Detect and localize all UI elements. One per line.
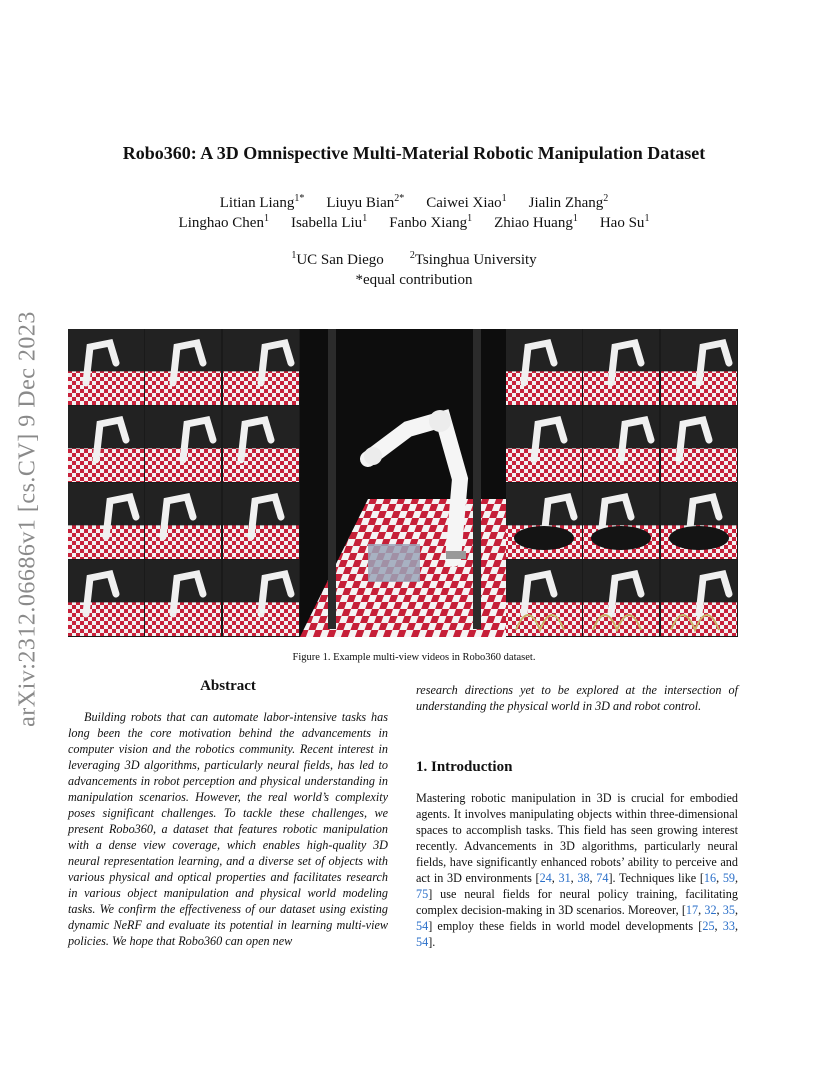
view-thumbnail xyxy=(506,406,582,482)
author: Litian Liang$^{1*}$ xyxy=(219,193,305,211)
view-thumbnail xyxy=(145,560,221,636)
view-thumbnail xyxy=(506,560,582,636)
citation-link[interactable]: 32 xyxy=(704,903,717,917)
figure-image xyxy=(68,329,738,637)
view-thumbnail xyxy=(223,483,299,559)
citation-link[interactable]: 16 xyxy=(703,871,717,885)
author: Caiwei Xiao$^1$ xyxy=(426,193,507,211)
figure-multiview-mosaic xyxy=(68,329,738,637)
center-view xyxy=(300,329,506,637)
citation-link[interactable]: 38 xyxy=(577,871,590,885)
view-thumbnail xyxy=(661,329,737,405)
citation-link[interactable]: 24 xyxy=(539,871,552,885)
view-thumbnail xyxy=(223,560,299,636)
view-thumbnail xyxy=(583,329,659,405)
author: Jialin Zhang$^2$ xyxy=(528,193,609,211)
author-list xyxy=(0,193,828,233)
view-thumbnail xyxy=(583,406,659,482)
author: Liuyu Bian$^{2*}$ xyxy=(326,193,405,211)
view-thumbnail xyxy=(68,560,144,636)
affiliations xyxy=(0,250,828,290)
view-thumbnail xyxy=(583,483,659,559)
citation-link[interactable]: 54 xyxy=(416,935,429,949)
view-thumbnail xyxy=(223,329,299,405)
affiliation: $^1$UC San Diego xyxy=(291,250,384,268)
citation-link[interactable]: 74 xyxy=(596,871,609,885)
citation-link[interactable]: 35 xyxy=(722,903,735,917)
introduction-body: Mastering robotic manipulation in 3D is crucial for embodied agents. It involves manipulating objects within three-dimensional spaces to accomplish tasks. This field has seen growing interest recently. Advancements in 3D algorithms, particularly neural fields, have significantly enhanced robots’ ability to perceive and act in 3D environments [24, 31, 38, 74]. Techniques like [16, 59, 75] use neural fields for neural policy training, facilitating complex decision-making in 3D scenarios. Moreover, [17, 32, 35, 54] employ these fields in world model developments [25, 33, 54]. xyxy=(416,791,739,949)
arxiv-id: arXiv:2312.06686v1 [cs.CV] 9 Dec 2023 xyxy=(14,311,41,727)
author-row-1 xyxy=(0,193,828,213)
view-thumbnail xyxy=(145,483,221,559)
arxiv-watermark xyxy=(8,287,48,751)
citation-link[interactable]: 59 xyxy=(722,871,735,885)
view-thumbnail xyxy=(506,483,582,559)
citation-link[interactable]: 75 xyxy=(416,887,429,901)
view-thumbnail xyxy=(68,406,144,482)
affiliation: $^2$Tsinghua University xyxy=(409,250,537,268)
view-thumbnail xyxy=(661,483,737,559)
view-thumbnail xyxy=(506,329,582,405)
abstract-body: Building robots that can automate labor-intensive tasks has long been the core motivation behind the advancements in computer vision and the robotics community. Recent interest in leveraging 3D algorithms, particularly neural fields, has led to advancements in robot perception and physical understanding in manipulation scenarios. However, the real world’s complexity poses significant challenges. To tackle these challenges, we present Robo360, a dataset that features robotic manipulation with a dense view coverage, which enables high-quality 3D neural representation learning, and a diverse set of objects with various physical and optical properties and facilitates research in various object manipulation and physical world modeling tasks. We confirm the effectiveness of our dataset using existing dynamic NeRF and evaluate its potential in learning multi-view policies. We hope that Robo360 can open new xyxy=(68,710,388,948)
citation-link[interactable]: 25 xyxy=(702,919,715,933)
author: Hao Su$^1$ xyxy=(599,213,650,231)
equal-contribution-note: *equal contribution xyxy=(355,272,473,288)
view-thumbnail xyxy=(145,329,221,405)
section-heading-introduction: 1. Introduction xyxy=(416,759,513,775)
view-thumbnail xyxy=(223,406,299,482)
citation-link[interactable]: 33 xyxy=(722,919,735,933)
author: Zhiao Huang$^1$ xyxy=(494,213,578,231)
view-thumbnail xyxy=(68,329,144,405)
author: Fanbo Xiang$^1$ xyxy=(389,213,473,231)
author: Isabella Liu$^1$ xyxy=(290,213,368,231)
citation-link[interactable]: 54 xyxy=(416,919,429,933)
view-thumbnail xyxy=(661,406,737,482)
author: Linghao Chen$^1$ xyxy=(178,213,269,231)
author-row-2 xyxy=(0,213,828,233)
citation-link[interactable]: 17 xyxy=(685,903,699,917)
abstract-heading: Abstract xyxy=(200,678,256,694)
view-thumbnail xyxy=(68,483,144,559)
view-thumbnail xyxy=(583,560,659,636)
citation-link[interactable]: 31 xyxy=(558,871,571,885)
figure-caption: Figure 1. Example multi-view videos in Robo360 dataset. xyxy=(292,652,536,663)
view-thumbnail xyxy=(661,560,737,636)
paper-title: Robo360: A 3D Omnispective Multi-Material Robotic Manipulation Dataset xyxy=(122,143,706,163)
abstract-continued: research directions yet to be explored at the intersection of understanding the physical world in 3D and robot control. xyxy=(416,683,738,713)
view-thumbnail xyxy=(145,406,221,482)
